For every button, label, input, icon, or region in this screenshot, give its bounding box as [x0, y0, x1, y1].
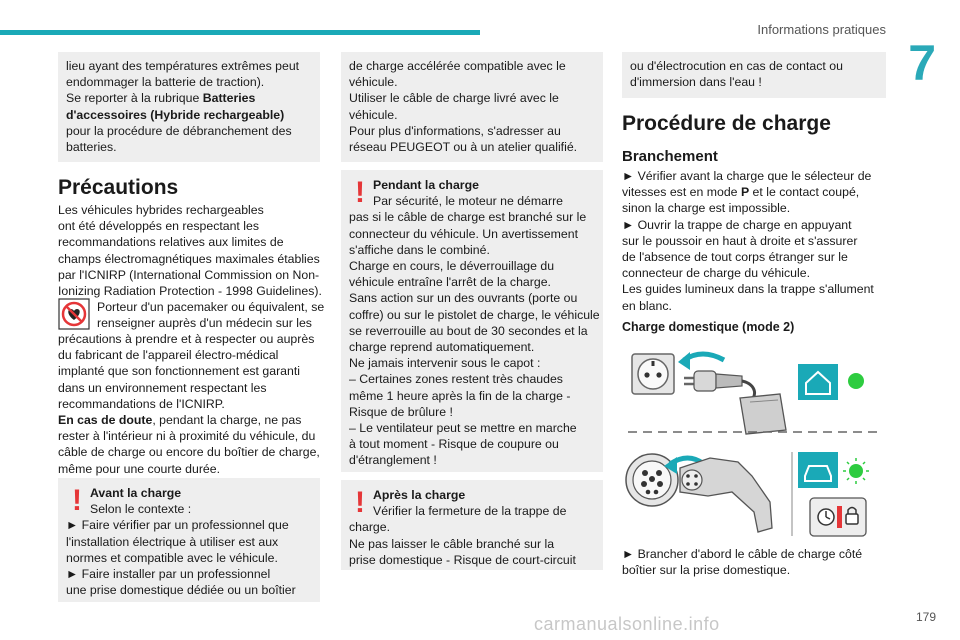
wall-socket-icon: [632, 354, 674, 394]
warn-line: coffre) ou sur le pistolet de charge, le véhicule: [349, 307, 600, 322]
warn-title: Pendant la charge: [373, 178, 479, 192]
warn-line: Sans action sur un des ouvrants (porte ou: [349, 291, 578, 306]
step-line: sinon la charge est impossible.: [622, 201, 791, 216]
para-line: précautions à prendre et à respecter ou auprès: [58, 332, 315, 346]
step-line: de l'absence de tout corps étranger sur le: [622, 250, 848, 265]
warn-line: Ne jamais intervenir sous le capot :: [349, 356, 541, 371]
pacemaker-line: renseigner auprès d'un médecin sur les: [97, 316, 312, 331]
battery-line-6: batteries.: [66, 140, 117, 155]
doubt-line: câble de charge ou encore du boîtier de charge,: [58, 445, 320, 460]
watermark: carmanualsonline.info: [534, 614, 720, 634]
flashing-led-icon: [843, 458, 869, 484]
para-line: implanté que son fonctionnement est garanti: [58, 364, 300, 379]
warn-line: prise domestique - Risque de court-circuit: [349, 552, 576, 567]
warning-box-during-charge: [341, 170, 603, 472]
battery-line-3: Se reporter à la rubrique: [66, 91, 203, 106]
cable-line: de charge accélérée compatible avec le: [349, 59, 566, 73]
pacemaker-text: [97, 299, 327, 331]
para-line: Les véhicules hybrides rechargeables: [58, 203, 264, 217]
connection-subtitle: Branchement: [622, 148, 718, 165]
warn-line: – Certaines zones restent très chaudes: [349, 372, 563, 387]
warn-line: se reverrouille au bout de 30 secondes et la: [349, 323, 588, 338]
doubt-line: , pendant la charge, ne pas: [152, 413, 302, 428]
warn-line: d'étranglement !: [349, 453, 437, 468]
charging-gun-icon: [680, 458, 772, 532]
domestic-charge-title: Charge domestique (mode 2): [622, 320, 795, 334]
precautions-para-2: [58, 331, 324, 477]
warn-line: même 1 heure après la fin de la charge -: [349, 388, 571, 403]
para-line: du fabricant de l'appareil électro-médical: [58, 348, 279, 363]
warning-box-before-charge: [58, 478, 320, 602]
para-line: dans un environnement respectant les: [58, 380, 267, 395]
warn-line: Ne pas laisser le câble branché sur la: [349, 536, 555, 551]
warn-line: véhicule entraîne l'arrêt de la charge.: [349, 275, 551, 290]
battery-line-5: pour la procédure de débranchement des: [66, 123, 292, 138]
step-line: boîtier sur la prise domestique.: [622, 563, 791, 578]
warn-line: une prise domestique dédiée ou un boîtier: [66, 583, 296, 598]
para-line: recommandations relatives aux limites de: [58, 235, 284, 250]
doubt-bold: En cas de doute: [58, 413, 153, 428]
electrocution-line: d'immersion dans l'eau !: [630, 75, 762, 90]
info-box-electrocution: [622, 52, 886, 98]
warn-line: Charge en cours, le déverrouillage du: [349, 259, 555, 274]
timer-lock-panel-icon: [810, 498, 866, 536]
warn-line: Par sécurité, le moteur ne démarre: [373, 194, 564, 209]
step-line: et le contact coupé,: [749, 185, 860, 200]
cable-line: Utiliser le câble de charge livré avec le: [349, 91, 559, 106]
step-line: en blanc.: [622, 298, 672, 313]
page-number: 179: [915, 610, 936, 624]
step-line: vitesses est en mode: [622, 185, 741, 200]
chapter-number: 7: [908, 35, 936, 91]
step-line: connecteur de charge du véhicule.: [622, 266, 810, 281]
step2-text: [622, 546, 890, 578]
gear-p: P: [740, 185, 750, 200]
warn-line: Risque de brûlure !: [349, 404, 453, 419]
warn-line: à tout moment - Risque de coupure ou: [349, 437, 559, 452]
step-line: ► Ouvrir la trappe de charge en appuyant: [622, 217, 852, 232]
warn-line: ► Faire vérifier par un professionnel que: [66, 518, 289, 533]
para-line: Ionizing Radiation Protection - 1998 Guidelines).: [58, 284, 322, 299]
warn-line: pas si le câble de charge est branché sur le: [349, 210, 587, 225]
para-line: par l'ICNIRP (International Commission on Non-: [58, 267, 320, 282]
precautions-title: Précautions: [58, 176, 179, 199]
precautions-para: [58, 202, 324, 299]
cable-line: véhicule.: [349, 75, 398, 90]
para-line: recommandations de l'ICNIRP.: [58, 396, 225, 411]
battery-link-1[interactable]: Batteries: [202, 91, 256, 106]
battery-link-2[interactable]: d'accessoires (Hybride rechargeable): [66, 107, 285, 122]
step-line: ► Brancher d'abord le câble de charge côté: [622, 547, 863, 561]
battery-line-2: endommager la batterie de traction).: [66, 75, 265, 90]
warn-line: s'affiche dans le combiné.: [349, 242, 490, 257]
warning-icon: !: [355, 486, 365, 519]
green-led-icon: [848, 373, 864, 389]
warn-title: Avant la charge: [90, 486, 182, 500]
doubt-line: même pour une courte durée.: [58, 461, 221, 476]
warn-title: Après la charge: [373, 488, 466, 502]
warning-box-after-charge: [341, 480, 603, 570]
warn-line: normes et compatible avec le véhicule.: [66, 550, 278, 565]
electrocution-line: ou d'électrocution en cas de contact ou: [630, 59, 843, 73]
info-box-battery: [58, 52, 320, 162]
para-line: ont été développés en respectant les: [58, 219, 259, 234]
warn-line: l'installation électrique à utiliser est aux: [66, 534, 279, 549]
connection-steps: [622, 168, 890, 314]
charging-box-icon: [740, 394, 786, 434]
step-line: sur le poussoir en haut à droite et s'assurer: [622, 233, 858, 248]
warning-icon: !: [355, 176, 365, 209]
home-icon: [798, 364, 838, 400]
pacemaker-line: Porteur d'un pacemaker ou équivalent, se: [97, 300, 325, 314]
warn-line: Selon le contexte :: [90, 502, 192, 517]
warn-line: charge reprend automatiquement.: [349, 340, 535, 355]
car-icon: [798, 452, 838, 488]
warning-icon: !: [72, 484, 82, 517]
doubt-line: rester à l'intérieur ni à proximité du véhicule, du: [58, 429, 316, 444]
step-line: ► Vérifier avant la charge que le sélecteur de: [622, 169, 872, 183]
charging-procedure-title: Procédure de charge: [622, 112, 831, 135]
charging-illustration: [622, 340, 884, 550]
warn-line: Vérifier la fermeture de la trappe de: [373, 504, 567, 519]
header-accent-bar: [0, 30, 480, 35]
section-title: Informations pratiques: [757, 22, 886, 37]
warn-line: connecteur du véhicule. Un avertissement: [349, 226, 578, 241]
cable-line: réseau PEUGEOT ou à un atelier qualifié.: [349, 140, 578, 155]
warn-line: charge.: [349, 520, 391, 535]
info-box-cable: [341, 52, 603, 162]
battery-line-1: lieu ayant des températures extrêmes peut: [66, 59, 300, 73]
cable-line: Pour plus d'informations, s'adresser au: [349, 123, 561, 138]
cable-line: véhicule.: [349, 107, 398, 122]
para-line: champs électromagnétiques maximales établies: [58, 251, 320, 266]
pacemaker-icon: [58, 298, 90, 330]
warn-line: ► Faire installer par un professionnel: [66, 567, 271, 582]
step-line: Les guides lumineux dans la trappe s'allument: [622, 282, 874, 297]
warn-line: – Le ventilateur peut se mettre en marche: [349, 421, 577, 436]
